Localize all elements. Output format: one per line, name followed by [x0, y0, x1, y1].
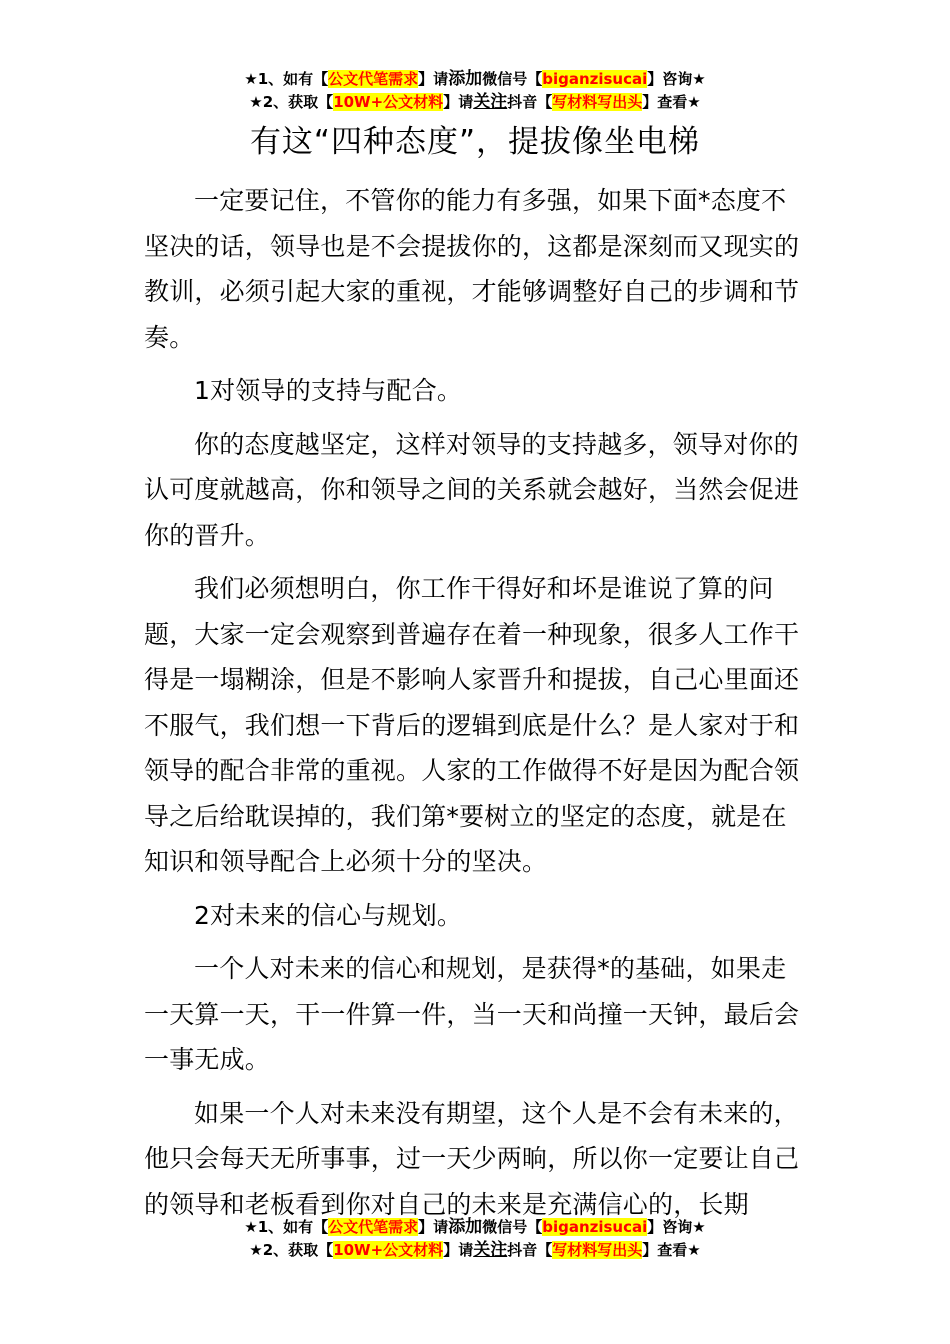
highlight-materials: 10W+公文材料	[333, 1241, 444, 1259]
highlight-service: 公文代笔需求	[328, 70, 419, 88]
page-title: 有这“四种态度”，提拔像坐电梯	[249, 124, 701, 160]
paragraph: 如果一个人对未来没有期望，这个人是不会有未来的，他只会每天无所事事，过一天少两晌，所以你一定要让自己的领导和老板看到你对自己的未来是充满信心的，长期	[144, 1098, 800, 1219]
highlight-douyin-account: 写材料写出头	[552, 1241, 643, 1259]
paragraph: 一个人对未来的信心和规划，是获得*的基础，如果走一天算一天，干一件算一件，当一天和尚撞一天钟，最后会一事无成。	[144, 954, 800, 1074]
section-heading: 2对未来的信心与规划。	[194, 900, 463, 930]
paragraph: 你的态度越坚定，这样对领导的支持越多，领导对你的认可度就越高，你和领导之间的关系就会越好，当然会促进你的晋升。	[144, 429, 800, 550]
highlight-wechat-id: biganzisucai	[542, 1218, 648, 1236]
paragraph: 我们必须想明白，你工作干得好和坏是谁说了算的问题，大家一定会观察到普遍存在着一种现象，很多人工作干得是一塌糊涂，但是不影响人家晋升和提拔，自己心里面还不服气，我们想一下背后的逻辑到底是什么？是人家对于和领导的配合非常的重视。人家的工作做得不好是因为配合领导之后给耽误掉的，我们第*要树立的坚定的态度，就是在知识和领导配合上必须十分的坚决。	[144, 574, 800, 876]
footer-promo-banner	[0, 1216, 950, 1262]
promo-line-1: ★1、如有【公文代笔需求】请添加微信号【biganzisucai】咨询★	[244, 69, 706, 89]
highlight-wechat-id: biganzisucai	[542, 70, 648, 88]
highlight-douyin-account: 写材料写出头	[552, 93, 643, 111]
paragraph: 一定要记住，不管你的能力有多强，如果下面*态度不坚决的话，领导也是不会提拔你的，这都是深刻而又现实的教训，必须引起大家的重视，才能够调整好自己的步调和节奏。	[144, 186, 800, 352]
header-promo-banner	[0, 68, 950, 114]
section-heading: 1对领导的支持与配合。	[194, 376, 463, 405]
promo-line-2: ★2、获取【10W+公文材料】请关注抖音【写材料写出头】查看★	[249, 92, 701, 112]
highlight-service: 公文代笔需求	[328, 1218, 419, 1236]
promo-line-1: ★1、如有【公文代笔需求】请添加微信号【biganzisucai】咨询★	[244, 1217, 706, 1237]
article-body	[144, 178, 809, 1235]
promo-line-2: ★2、获取【10W+公文材料】请关注抖音【写材料写出头】查看★	[249, 1240, 701, 1260]
highlight-materials: 10W+公文材料	[333, 93, 444, 111]
